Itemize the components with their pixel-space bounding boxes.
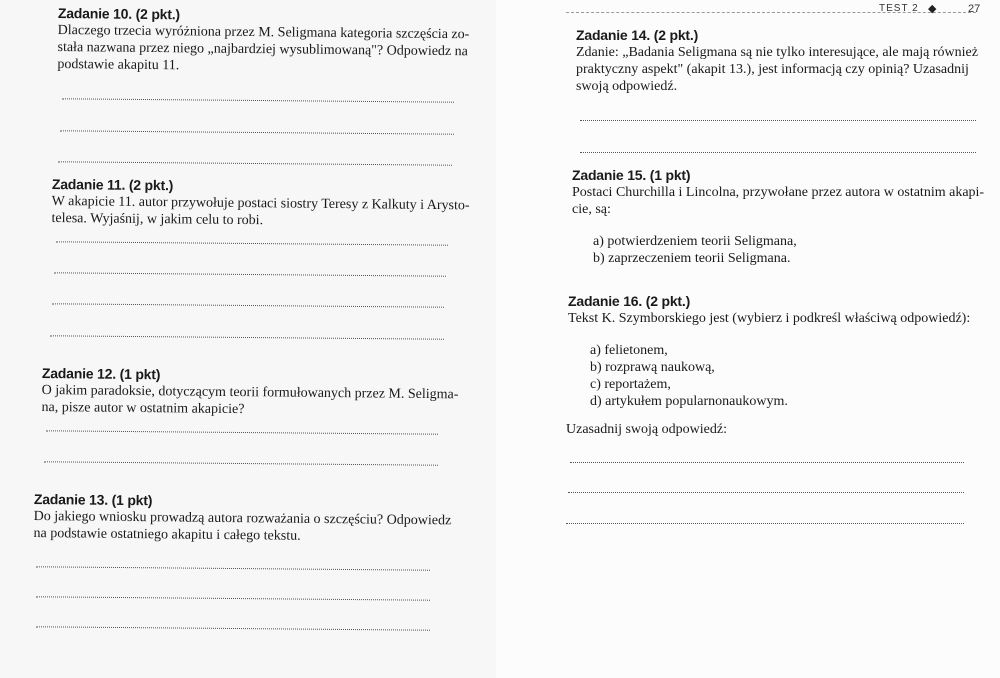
task-16 (568, 292, 988, 327)
answer-line[interactable] (570, 462, 964, 463)
running-head: TEST 2 (879, 3, 919, 14)
task-13-title: Zadanie 13. (1 pkt) (33, 490, 153, 509)
justify-label-block (566, 421, 966, 438)
task-16-title: Zadanie 16. (2 pkt.) (568, 293, 691, 309)
task-12 (41, 364, 462, 420)
option-a[interactable]: a) felietonem, (590, 343, 668, 358)
task-11 (51, 175, 472, 231)
task-14-prompt: Zdanie: „Badania Seligmana są nie tylko interesujące, ale mają również praktyczny aspekt" (akapit 13.), jest informacją czy opinią? Uzasadnij swoją odpowiedź. (576, 45, 978, 94)
task-15-options (593, 233, 973, 267)
option-b[interactable]: b) rozprawą naukową, (590, 360, 715, 375)
task-10-prompt: Dlaczego trzecia wyróżniona przez M. Seligmana kategoria szczęścia zo-stała nazwana przez niego „najbardziej wysublimowaną"? Odpowiedz na podstawie akapitu 11. (57, 22, 470, 74)
task-15 (572, 166, 986, 218)
answer-line[interactable] (36, 626, 430, 630)
task-12-prompt: O jakim paradoksie, dotyczącym teorii formułowanych przez M. Seligma-na, pisze autor w ostatnim akapicie? (41, 382, 459, 418)
task-16-options (590, 342, 970, 410)
answer-line[interactable] (44, 461, 438, 465)
task-10-title: Zadanie 10. (2 pkt.) (57, 4, 181, 23)
task-13-prompt: Do jakiego wniosku prowadzą autora rozważania o szczęściu? Odpowiedz na podstawie ostatniego akapitu i całego tekstu. (33, 508, 452, 544)
task-16-prompt: Tekst K. Szymborskiego jest (wybierz i podkreśl właściwą odpowiedź): (568, 311, 971, 326)
justify-label: Uzasadnij swoją odpowiedź: (566, 422, 727, 437)
answer-line[interactable] (36, 596, 430, 600)
option-d[interactable]: d) artykułem popularnonaukowym. (590, 394, 788, 409)
answer-line[interactable] (62, 98, 454, 102)
answer-line[interactable] (580, 120, 976, 121)
task-12-title: Zadanie 12. (1 pkt) (41, 364, 161, 383)
answer-line[interactable] (58, 161, 452, 165)
answer-line[interactable] (52, 303, 444, 307)
answer-line[interactable] (568, 492, 964, 493)
answer-line[interactable] (46, 430, 438, 434)
right-page (496, 0, 1000, 678)
task-14-title: Zadanie 14. (2 pkt.) (576, 27, 699, 43)
answer-line[interactable] (50, 335, 444, 339)
task-13 (33, 490, 454, 546)
answer-line[interactable] (566, 523, 964, 524)
answer-line[interactable] (36, 566, 430, 570)
task-15-title: Zadanie 15. (1 pkt) (572, 167, 691, 183)
option-b[interactable]: b) zaprzeczeniem teorii Seligmana. (593, 251, 791, 266)
page-number: 27 (968, 3, 981, 15)
task-14 (576, 26, 986, 95)
answer-line[interactable] (580, 152, 976, 153)
task-15-prompt: Postaci Churchilla i Lincolna, przywołane przez autora w ostatnim akapi-cie, są: (572, 185, 985, 217)
option-a[interactable]: a) potwierdzeniem teorii Seligmana, (593, 234, 797, 249)
answer-line[interactable] (60, 130, 454, 134)
task-11-prompt: W akapicie 11. autor przywołuje postaci siostry Teresy z Kalkuty i Arysto-telesa. Wyjaśnij, w jakim celu to robi. (51, 193, 470, 229)
diamond-icon: ◆ (928, 3, 937, 15)
left-page (0, 0, 496, 678)
task-11-title: Zadanie 11. (2 pkt.) (51, 175, 174, 194)
task-10 (57, 4, 478, 77)
page-header (496, 0, 1000, 20)
option-c[interactable]: c) reportażem, (590, 377, 671, 392)
answer-line[interactable] (56, 241, 448, 245)
answer-line[interactable] (54, 272, 446, 276)
